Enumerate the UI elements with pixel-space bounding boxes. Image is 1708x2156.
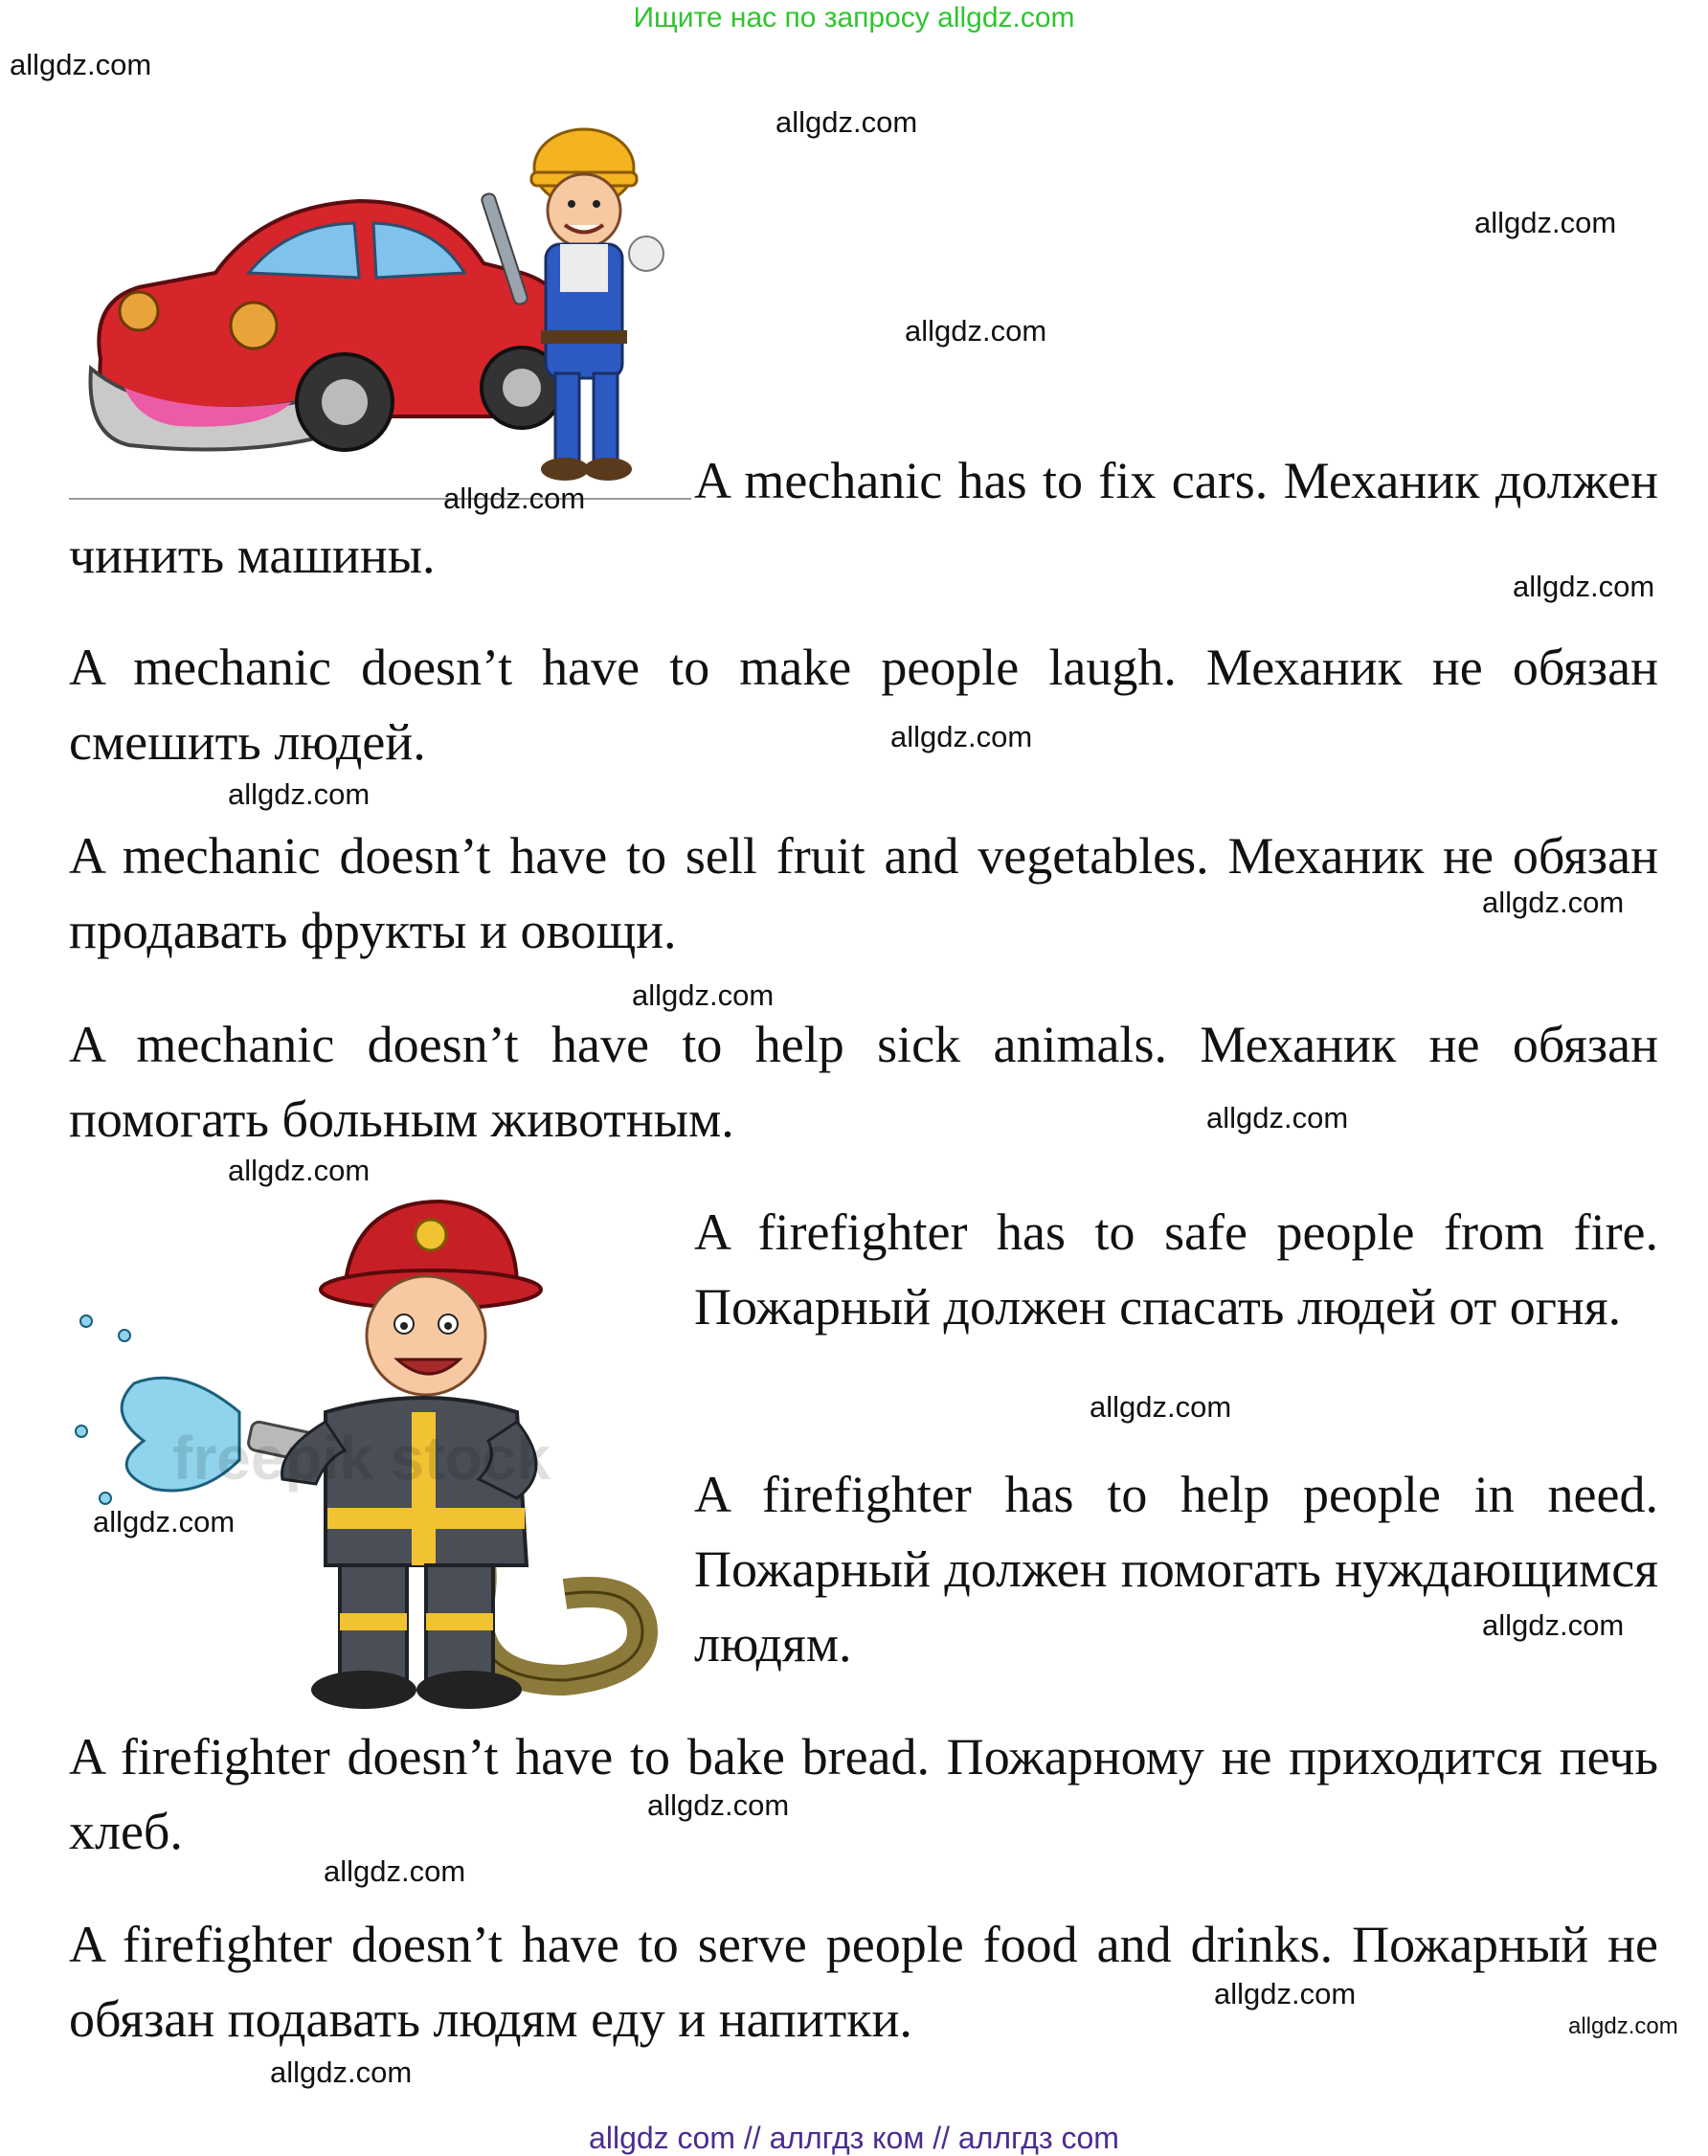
mechanic-sentence-4: A mechanic doesn’t have to help sick animals. Механик не обязан помогать больным животным.	[69, 1016, 1658, 1148]
watermark: allgdz.com	[443, 482, 586, 515]
footer-links: allgdz com // аллгдз ком // аллгдз com	[589, 2121, 1119, 2155]
watermark: allgdz.com	[905, 314, 1047, 348]
top-banner: Ищите нас по запросу allgdz.com	[633, 2, 1075, 34]
watermark: allgdz.com	[228, 1154, 371, 1187]
watermark: allgdz.com	[1090, 1390, 1232, 1424]
watermark: allgdz.com	[228, 777, 371, 811]
watermark: allgdz.com	[1568, 2013, 1678, 2039]
watermark: allgdz.com	[647, 1788, 790, 1822]
watermark: allgdz.com	[890, 720, 1033, 753]
watermark: allgdz.com	[1482, 886, 1625, 919]
watermark: allgdz.com	[1482, 1608, 1625, 1642]
watermark: allgdz.com	[1206, 1101, 1349, 1134]
mechanic-sentence-1: A mechanic has to fix cars. Механик должен чинить машины.	[69, 452, 1658, 584]
watermark: allgdz.com	[632, 978, 775, 1012]
watermark: allgdz.com	[324, 1854, 466, 1888]
watermark: allgdz.com	[270, 2055, 413, 2089]
watermark: allgdz.com	[10, 48, 152, 81]
firefighter-sentence-2: A firefighter has to help people in need. Пожарный должен помогать нуждающимся людям.	[694, 1466, 1658, 1673]
mechanic-sentence-2: A mechanic doesn’t have to make people laugh. Механик не обязан смешить людей.	[69, 639, 1658, 771]
watermark: allgdz.com	[1474, 206, 1617, 239]
firefighter-sentence-3: A firefighter doesn’t have to bake bread. Пожарному не приходится печь хлеб.	[69, 1728, 1658, 1860]
watermark: allgdz.com	[1214, 1977, 1357, 2010]
firefighter-illustration	[67, 1192, 680, 1723]
firefighter-sentence-4: A firefighter doesn’t have to serve people food and drinks. Пожарный не обязан подавать людям еду и напитки.	[69, 1916, 1658, 2048]
watermark: allgdz.com	[93, 1505, 236, 1538]
mechanic-sentence-3: A mechanic doesn’t have to sell fruit and vegetables. Механик не обязан продавать фрукты и овощи.	[69, 827, 1658, 959]
car-mechanic-icon	[72, 81, 685, 493]
mechanic-car-illustration	[72, 81, 685, 493]
firefighter-sentence-1: A firefighter has to safe people from fire. Пожарный должен спасать людей от огня.	[694, 1203, 1658, 1336]
watermark: allgdz.com	[775, 105, 918, 139]
image-watermark: freepik stock	[172, 1424, 551, 1493]
watermark: allgdz.com	[1513, 570, 1655, 603]
firefighter-icon	[67, 1192, 680, 1723]
